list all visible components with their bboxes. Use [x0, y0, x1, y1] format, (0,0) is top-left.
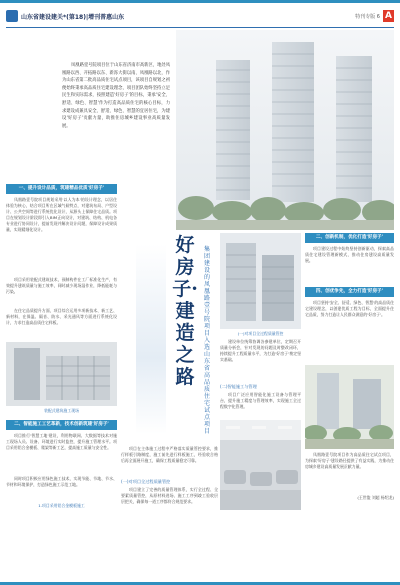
column-4: [305, 233, 394, 553]
parking-garage-photo: [220, 420, 301, 510]
section-title-excellence: 四、创优争先，全力打造'好房子': [305, 287, 394, 297]
tower-right: [336, 56, 372, 202]
construction-photo: [6, 342, 117, 406]
col1-paragraph-1: 凤凰路壹号院项目规划采用'以人为本'的设计理念，以居住体验为核心，结合项目所在区域气候特点，对建筑布局、户型设计、公共空间等进行系统优化设计，从源头上保障住宅品质。项目在规划设计阶段即引入BIM正向设计，对建筑、结构、机电各专业进行协同设计，提前发现并解决设计问题，保障设计成果质量，实现精细化设计。: [6, 197, 117, 233]
section-label: 特刊专版 6: [355, 13, 380, 20]
col3-paragraph-1: 建设单位统筹协调各参建单位，定期召开质量分析会，针对发现的问题及时整改闭环，持续提升工程质量水平，为打造'好房子'奠定坚实基础。: [220, 339, 301, 363]
col3-caption-1: (一)对项目全过程质量管控: [237, 331, 284, 336]
publication-logo-icon: [6, 10, 18, 22]
hero-building-rendering: [176, 30, 394, 230]
column-1: [6, 184, 117, 554]
col4-paragraph-3: 凤凰路壹号院项目作为高品质住宅试点项目，为探索'好房子'建设路径提供了有益实践，为推动住房城乡建设高质量发展贡献力量。: [305, 452, 394, 470]
col1-paragraph-5: 同时项目积极应用绿色施工技术，实现节能、节地、节水、节材和环境保护，打造绿色施工示范工地。: [6, 476, 117, 488]
caption-formwork: 1.项目采用铝合金模板施工: [38, 503, 85, 508]
column-3: [220, 233, 301, 553]
masthead: [6, 5, 394, 27]
site-photo-1: [220, 233, 301, 329]
tower-center: [272, 42, 314, 202]
col3-subheading: (二)智能施工与管理: [220, 384, 257, 389]
masthead-rule: [6, 27, 394, 28]
vertical-main-title: 好房子·建造之路: [172, 234, 198, 388]
col3-paragraph-2: 项目广泛应用智能化施工设备与管理平台，提升施工精度与管理效率，实现施工全过程数字化管理。: [220, 392, 301, 410]
section-title-mechanism: 二、创新机制，优化打造'好房子': [305, 233, 394, 243]
tower-left: [216, 60, 250, 200]
section-title-construction: 二、智能施工工艺革新，技术创新筑建'好房子': [6, 420, 117, 430]
lead-paragraph: 凤凰路壹号院项目位于山东省济南市高新区，地处凤凰路以西、开拓路以东、新泺大街以南、凤凰路以北，作为山东省第二批高品质住宅试点项目，该项目自规划之初便始终秉承高品质住宅建设理念，项目团队始终坚持立足民生和实际需求，按照建造'好房子'的目标，秉承'安全、舒适、绿色、智慧'作为打造高品质住宅的核心目标，力求建设成兼具安全、舒适、绿色、智慧的宜居住宅，为建设'好房子'贡献力量，助推住房城乡建设事业高质量发展。: [62, 63, 170, 129]
col1-paragraph-2: 项目采用装配式建筑技术，预制构件在工厂标准化生产，有效提升建筑质量与施工效率，同时减少现场湿作业，降低能耗与污染。: [6, 277, 117, 295]
masthead-right: [355, 10, 394, 22]
vertical-subtitle: 集团建设的凤凰路壹号院项目入选山东省高品质住宅试点项目: [203, 246, 210, 435]
column-2: [121, 446, 218, 554]
col4-paragraph-2: 项目坚持'安全、舒适、绿色、智慧'的高品质住宅建设理念，以创建优质工程为目标，全面提升住宅品质，努力打造让人民群众满意的'好房子'。: [305, 300, 394, 318]
col2-paragraph-1: 项目在主体施工过程中严格落实质量管控要求，推行样板引路制度，施工前先进行样板施工，经验收合格后再全面展开施工，确保工程质量稳定可靠。: [121, 446, 218, 464]
col2-subheading: (一)对项目全过程质量管控: [121, 479, 171, 484]
col2-paragraph-2: 项目建立了完善的质量管理体系，实行全过程、全要素质量管控，从原材料进场、施工工序到竣工验收层层把关，确保每一道工序都符合规范要求。: [121, 487, 218, 505]
vertical-headline: [124, 234, 220, 439]
author-signature: (王世俊 刘超 杨绍龙): [357, 495, 394, 500]
headline-decoration: [136, 244, 166, 434]
caption-construction-photo: 装配式建筑施工现场: [43, 408, 79, 413]
col4-paragraph-1: 项目建设过程中始终坚持创新驱动，探索高品质住宅建设管理新模式，推动住房建设高质量发展。: [305, 246, 394, 264]
col1-paragraph-4: 项目推行'智慧工地'建设，利用物联网、大数据等技术对施工现场人员、设备、环境进行实时监控，提升施工管理水平。项目采用铝合金模板、爬架等新工艺，提高施工质量与安全性。: [6, 433, 117, 451]
page-letter-badge: A: [383, 10, 394, 22]
community-photo: [305, 365, 394, 449]
top-color-strip: [0, 0, 400, 3]
publication-title: 山东省建设建关*(第18)|增刊普惠山东: [21, 13, 125, 21]
col1-paragraph-3: 在住宅品质提升方面，项目综合运用多项新技术、新工艺、新材料，在保温、隔音、防水、采光通风等方面进行系统化设计，力求打造高品质住宅样板。: [6, 308, 117, 326]
section-title-design: 一、提升设计品质，筑建精品优质'好房子': [6, 184, 117, 194]
